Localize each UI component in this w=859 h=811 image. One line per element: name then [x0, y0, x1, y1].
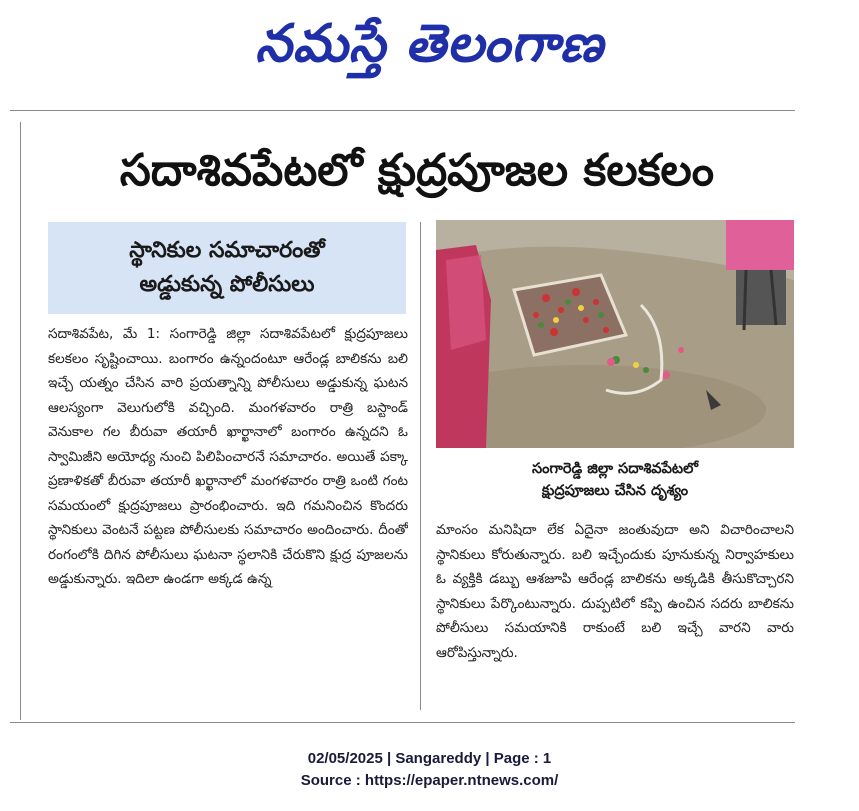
- page-footer: [0, 748, 859, 792]
- article-headline: సదాశివపేటలో క్షుద్రపూజల కలకలం: [119, 145, 715, 196]
- photo-caption-line-2: క్షుద్రపూజలు చేసిన దృశ్యం: [541, 483, 689, 499]
- column-2-text: మాంసం మనిషిదా లేక ఏదైనా జంతువుదా అని విచారించాలని స్థానికులు కోరుతున్నారు. బలి ఇచ్చేందుకు పూనుకున్న నిర్వాహకులు ఓ వ్యక్తికి డబ్బు ఆశజూపి ఆరేండ్ల బాలికను అక్కడికి తీసుకొచ్చారని స్థానికులు పేర్కొంటున్నారు. దుప్పటిలో కప్పి ఉంచిన సదరు బాలికను పోలీసులు సమయానికి రాకుంటే బలి ఇచ్చే వారని వారు ఆరోపిస్తున్నారు.: [436, 522, 794, 661]
- footer-date-location: 02/05/2025 | Sangareddy | Page : 1: [307, 750, 552, 767]
- bottom-rule: [10, 722, 795, 723]
- subheadline-line-2: అడ్డుకున్న పోలీసులు: [139, 272, 315, 297]
- article-column-2: [436, 518, 794, 714]
- article-photo: [436, 220, 794, 448]
- subheadline-box: [48, 222, 406, 314]
- ritual-scene-image: [436, 220, 794, 448]
- photo-caption-line-1: సంగారెడ్డి జిల్లా సదాశివపేటలో: [531, 461, 699, 477]
- article-column-1: [48, 322, 408, 714]
- top-rule: [10, 110, 795, 111]
- column-divider: [420, 222, 421, 710]
- masthead-logo: నమస్తే తెలంగాణ: [255, 14, 604, 74]
- left-vertical-rule: [20, 122, 21, 720]
- photo-caption: [436, 452, 794, 510]
- footer-source-link[interactable]: Source : https://epaper.ntnews.com/: [300, 772, 559, 789]
- column-1-text: సదాశివపేట, మే 1: సంగారెడ్డి జిల్లా సదాశివపేటలో క్షుద్రపూజలు కలకలం సృష్టించాయి. బంగారం ఉన్నందంటూ ఆరేండ్ల బాలికను బలి ఇచ్చే యత్నం చేసిన వారి ప్రయత్నాన్ని పోలీసులు అడ్డుకున్న ఘటన ఆలస్యంగా వెలుగులోకి వచ్చింది. మంగళవారం రాత్రి బస్టాండ్ వెనుకాల గల బీరువా తయారీ ఖార్ఖానాలో బంగారం ఉన్నదని ఓ స్వామిజీని అయోధ్య నుంచి పిలిపించారనే సమాచారం. అయితే పక్కా ప్రణాళికతో బీరువా తయారీ ఖర్ఖానాలో మంగళవారం రాత్రి ఒంటి గంట సమయంలో క్షుద్రపూజలు ప్రారంభించారు. ఇది గమనించిన కొందరు స్థానికులు వెంటనే పట్టణ పోలీసులకు సమాచారం అందించారు. దీంతో రంగంలోకి దిగిన పోలీసులు ఘటనా స్థలానికి చేరుకొని క్షుద్ర పూజలను అడ్డుకున్నారు. ఇదిలా ఉండగా అక్కడ ఉన్న: [48, 326, 408, 587]
- subheadline-line-1: స్థానికుల సమాచారంతో: [129, 238, 325, 263]
